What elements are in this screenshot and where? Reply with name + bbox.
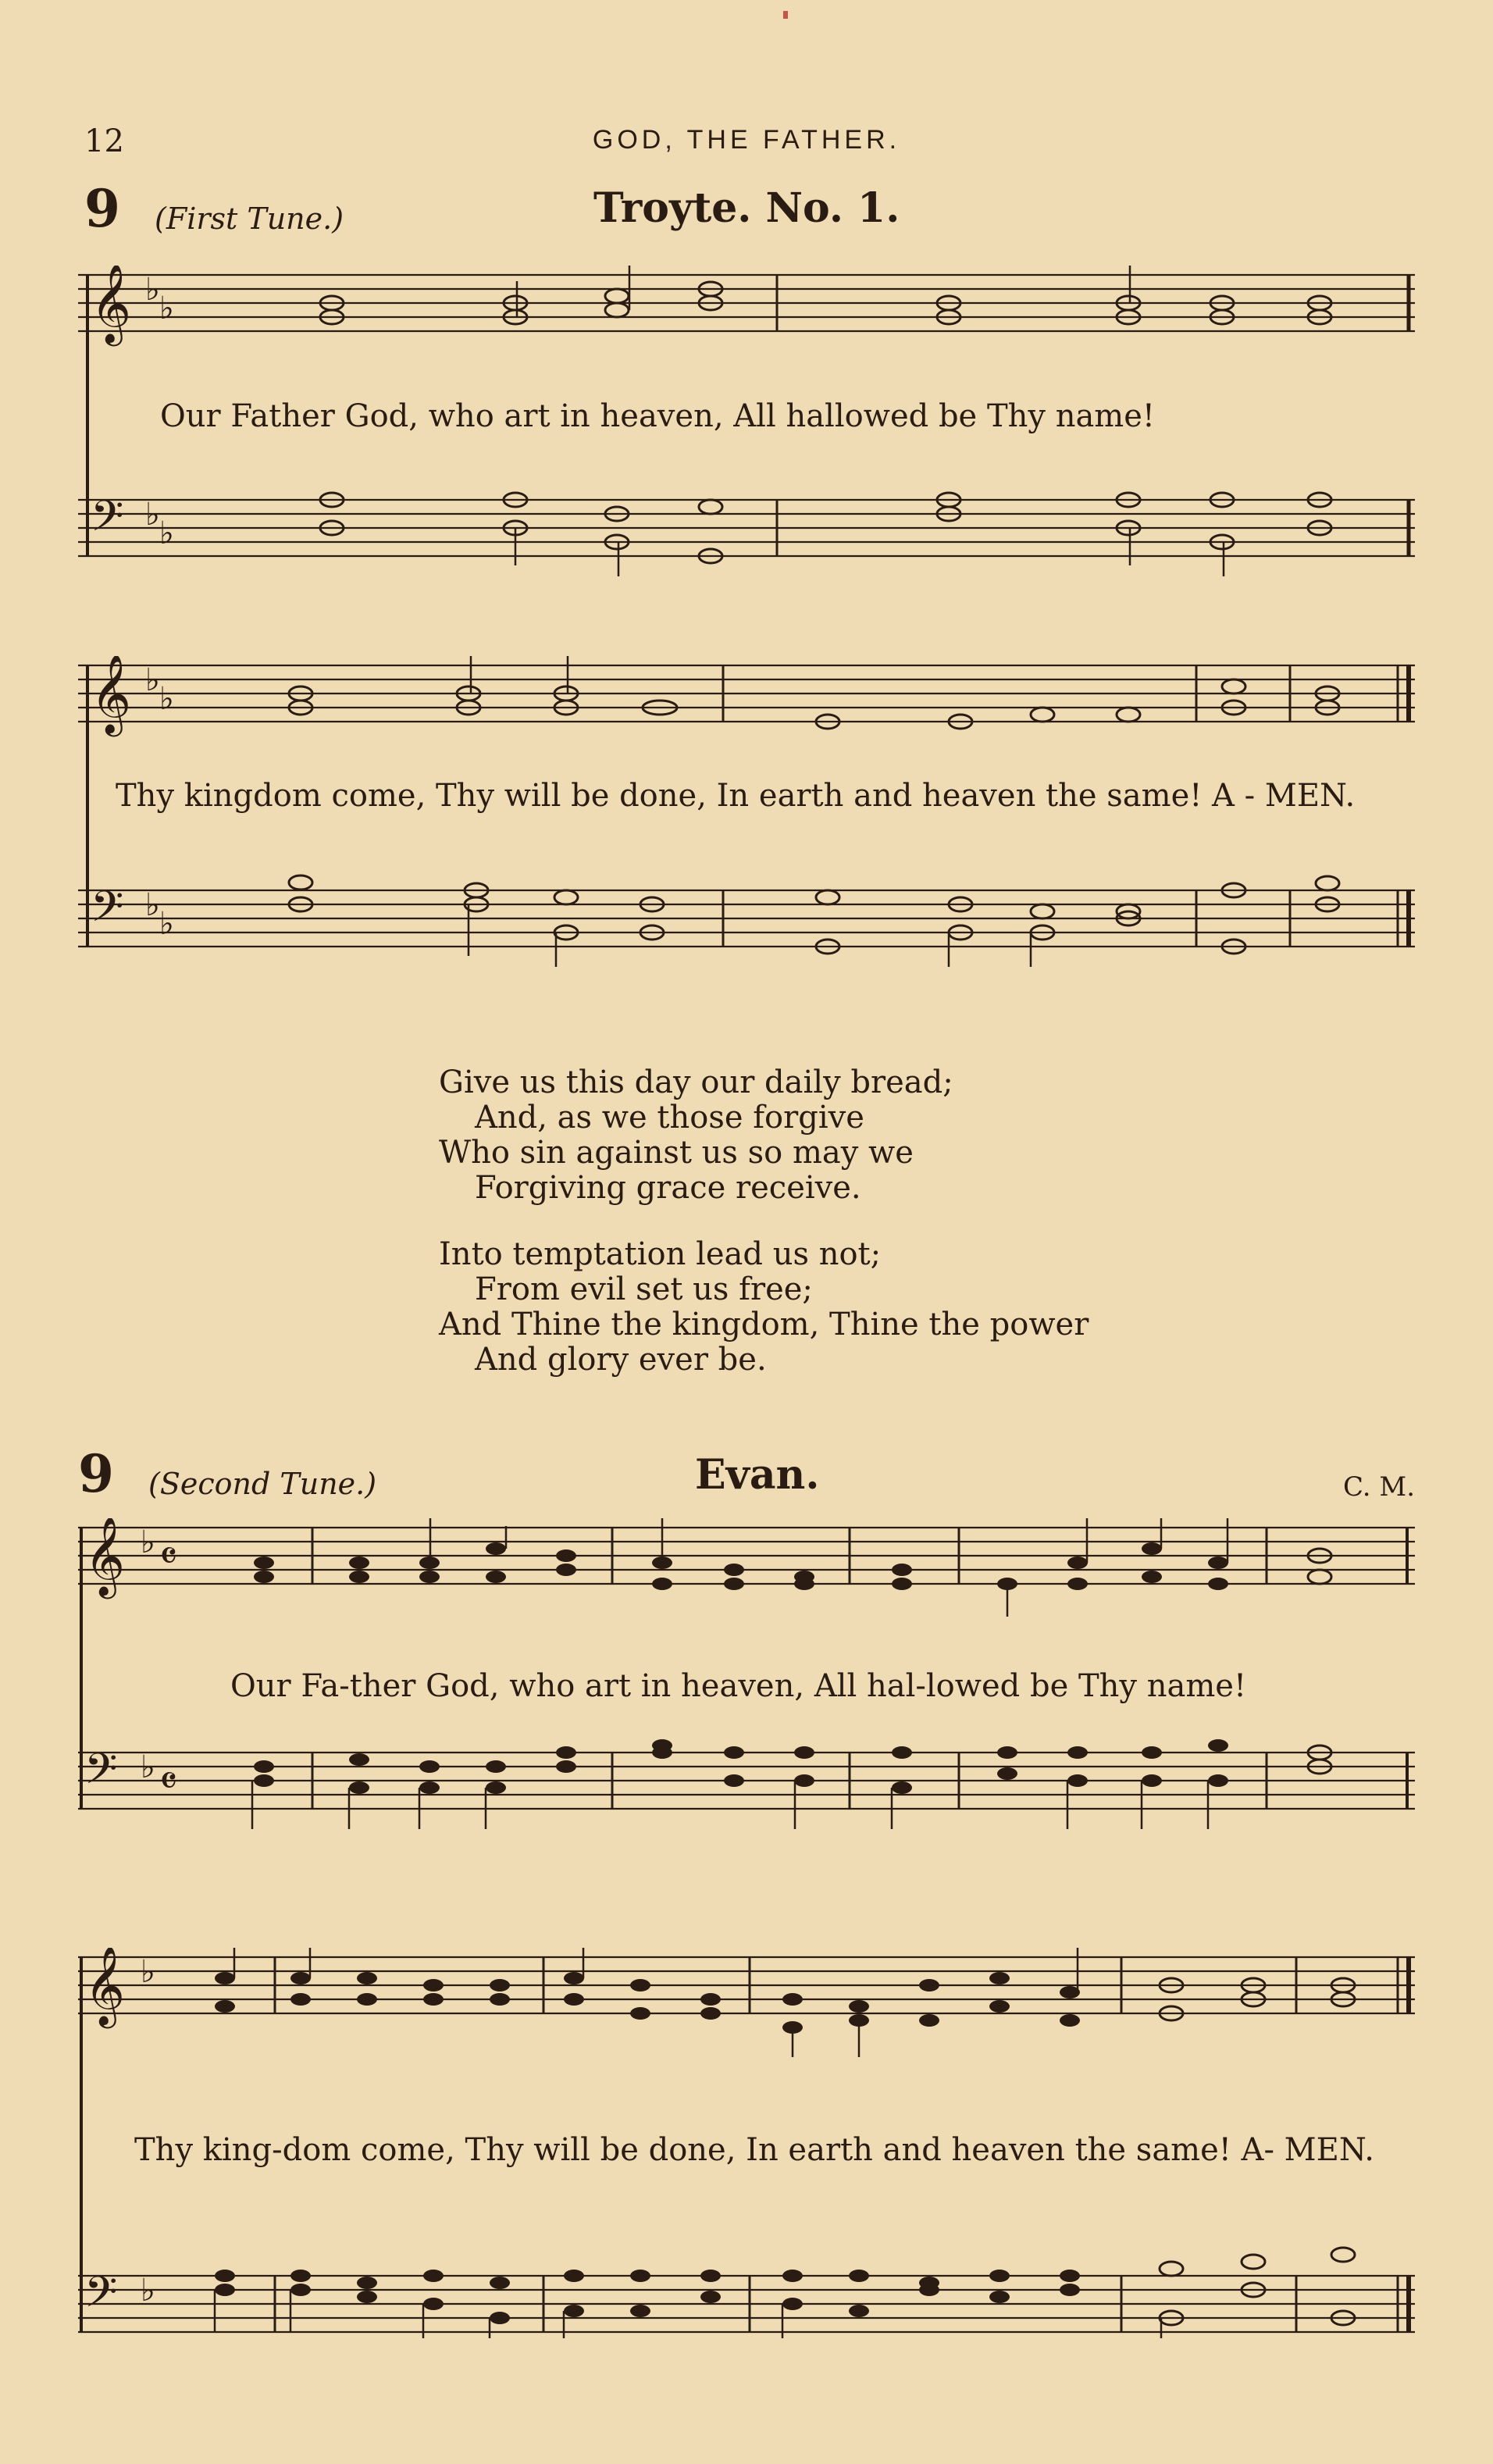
svg-text:𝄢: 𝄢 (91, 491, 124, 551)
svg-text:♭: ♭ (145, 662, 160, 698)
tune-name: Evan. (695, 1451, 820, 1499)
stanza-line: And, as we those forgive (475, 1100, 864, 1136)
svg-text:♭: ♭ (159, 515, 174, 551)
stanza-line: And glory ever be. (475, 1342, 767, 1378)
svg-text:♭: ♭ (145, 497, 160, 533)
tune-name: Troyte. No. 1. (593, 184, 900, 232)
lyric-line: Our Fa-ther God, who art in heaven, All hal-lowed be Thy name! (230, 1668, 1247, 1704)
stanza (439, 1237, 1089, 1378)
staff-system-1 (78, 266, 1415, 578)
stanza-line: Who sin against us so may we (439, 1135, 914, 1171)
section-title: GOD, THE FATHER. (592, 125, 901, 155)
lyric-line: Thy king-dom come, Thy will be done, In earth and heaven the same! A- MEN. (134, 2132, 1374, 2168)
svg-text:♭: ♭ (159, 681, 174, 717)
ink-mark (783, 11, 788, 19)
svg-text:𝄢: 𝄢 (84, 1744, 118, 1804)
tune-label: (First Tune.) (155, 201, 344, 236)
hymn-number: 9 (84, 178, 120, 239)
lyric-line: Thy kingdom come, Thy will be done, In earth and heaven the same! A - MEN. (116, 778, 1356, 814)
svg-text:♭: ♭ (141, 1954, 155, 1990)
stanza-line: Give us this day our daily bread; (439, 1064, 953, 1100)
svg-text:♭: ♭ (141, 2273, 155, 2309)
svg-text:♭: ♭ (145, 887, 160, 923)
svg-text:𝄴: 𝄴 (159, 1533, 178, 1580)
tune-label: (Second Tune.) (148, 1467, 377, 1501)
svg-text:𝄴: 𝄴 (159, 1758, 178, 1805)
svg-text:𝄞: 𝄞 (91, 656, 132, 733)
stanza-line: From evil set us free; (475, 1271, 813, 1307)
svg-text:𝄞: 𝄞 (84, 1948, 126, 2025)
staff-system-3 (78, 1518, 1415, 1862)
stanza-line: And Thine the kingdom, Thine the power (439, 1307, 1089, 1343)
hymn-number: 9 (78, 1443, 114, 1504)
staff-system-4 (78, 1948, 1415, 2338)
svg-text:𝄞: 𝄞 (91, 266, 132, 343)
stanza (439, 1065, 953, 1206)
svg-text:♭: ♭ (141, 1749, 155, 1785)
svg-text:♭: ♭ (159, 906, 174, 942)
svg-text:♭: ♭ (141, 1524, 155, 1560)
staff-system-2 (78, 656, 1415, 968)
svg-text:♭: ♭ (159, 291, 174, 326)
lyric-line: Our Father God, who art in heaven, All hallowed be Thy name! (160, 398, 1155, 434)
svg-text:𝄢: 𝄢 (84, 2267, 118, 2327)
page-number: 12 (84, 123, 124, 159)
stanza-line: Into temptation lead us not; (439, 1236, 882, 1272)
svg-text:𝄢: 𝄢 (91, 882, 124, 942)
meter: C. M. (1343, 1471, 1416, 1503)
stanza-line: Forgiving grace receive. (475, 1170, 861, 1206)
svg-text:♭: ♭ (145, 272, 160, 308)
svg-text:𝄞: 𝄞 (84, 1518, 126, 1596)
